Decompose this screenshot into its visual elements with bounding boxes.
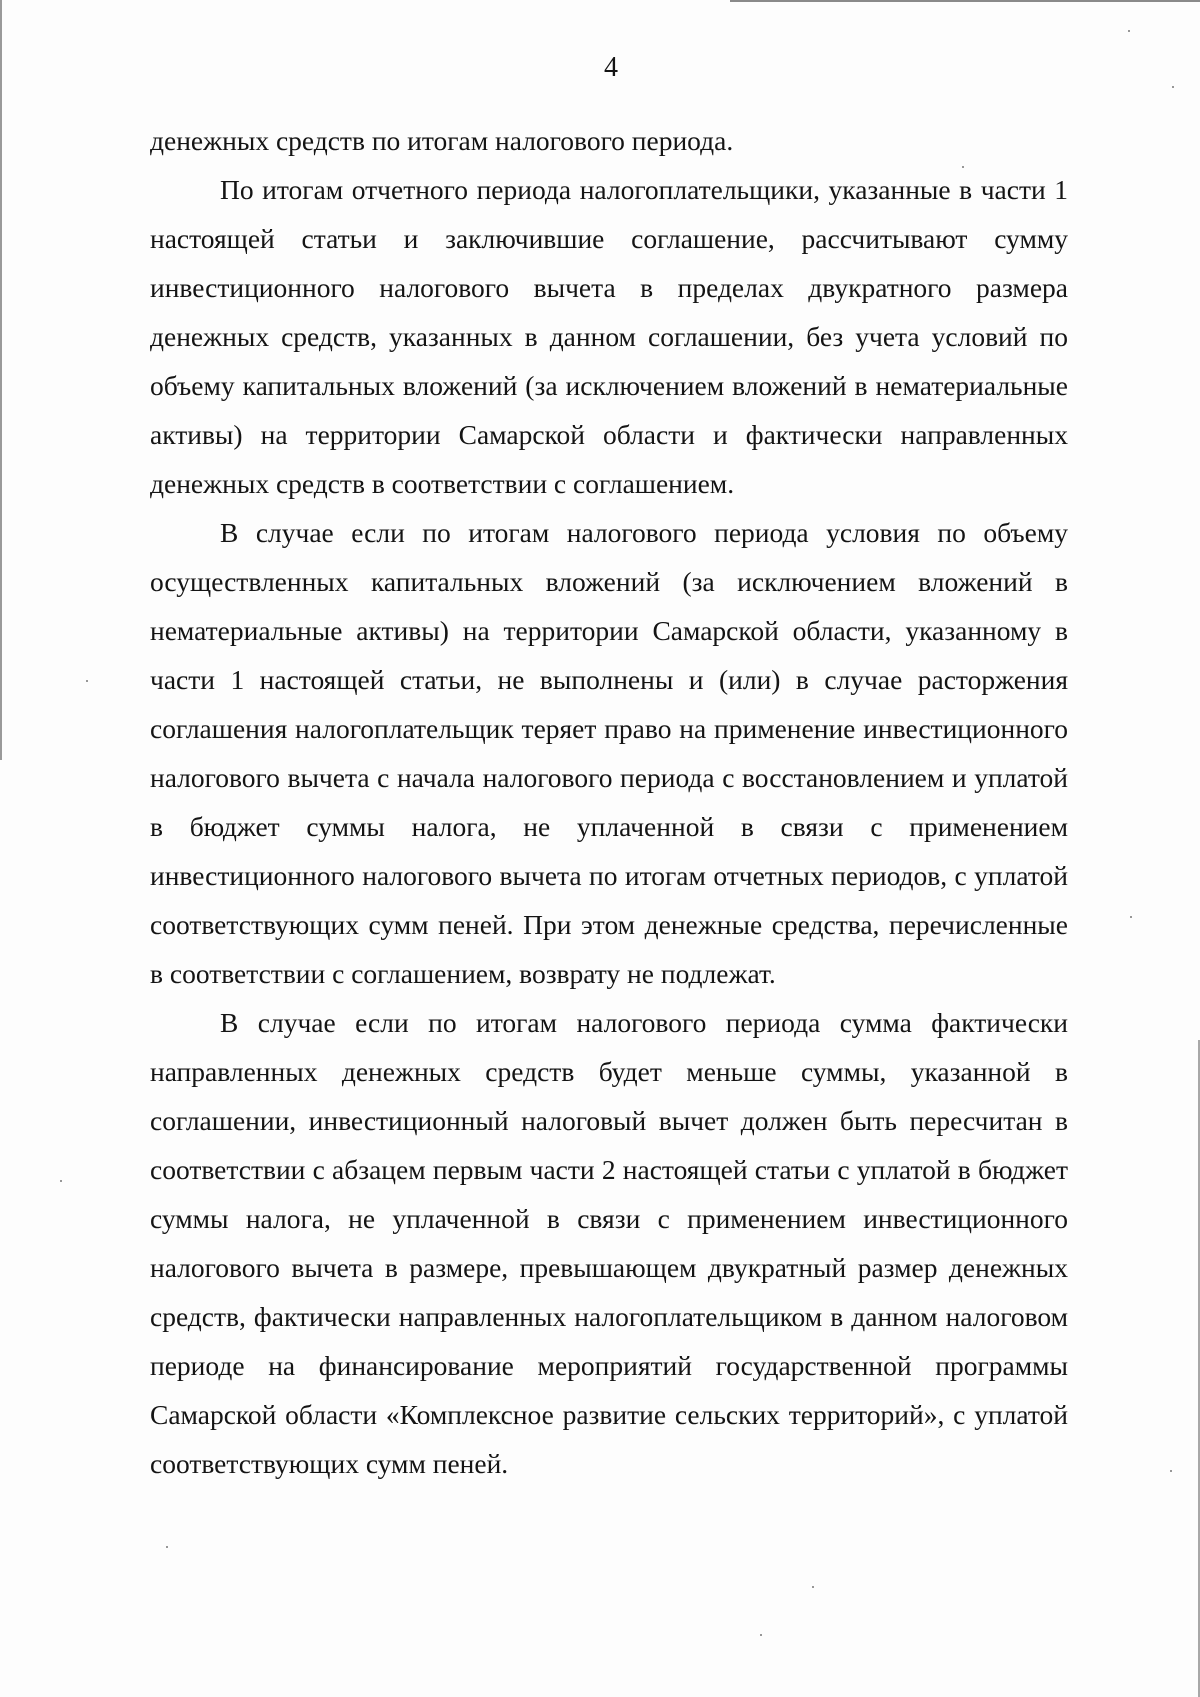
scan-speck	[1130, 916, 1132, 918]
scan-speck	[1170, 1470, 1172, 1472]
paragraph-reporting-period: По итогам отчетного периода налогоплательщики, указанные в части 1 настоящей статьи и заключившие соглашение, рассчитывают сумму инвестиционного налогового вычета в пределах двукратного размера денежных средств, указанных в данном соглашении, без учета условий по объему капитальных вложений (за исключением вложений в нематериальные активы) на территории Самарской области и фактически направленных денежных средств в соответствии с соглашением.	[150, 174, 1068, 499]
scan-edge-top	[730, 0, 1200, 2]
paragraph-conditions-not-met: В случае если по итогам налогового периода условия по объему осуществленных капитальных вложений (за исключением вложений в нематериальные активы) на территории Самарской области, указанному в части 1 настоящей статьи, не выполнены и (или) в случае расторжения соглашения налогоплательщик теряет право на применение инвестиционного налогового вычета с начала налогового периода с восстановлением и уплатой в бюджет суммы налога, не уплаченной в связи с применением инвестиционного налогового вычета по итогам отчетных периодов, с уплатой соответствующих сумм пеней. При этом денежные средства, перечисленные в соответствии с соглашением, возврату не подлежат.	[150, 517, 1068, 989]
scan-edge-left	[0, 0, 2, 760]
document-body	[150, 116, 1068, 1488]
scan-speck	[60, 1180, 62, 1182]
scan-speck	[1128, 30, 1130, 32]
page-number: 4	[604, 52, 618, 83]
paragraph-continuation: денежных средств по итогам налогового периода.	[150, 125, 734, 156]
scan-speck	[812, 1586, 814, 1588]
scan-speck	[166, 1546, 168, 1548]
scan-speck	[1172, 86, 1174, 88]
paragraph-recalculation: В случае если по итогам налогового периода сумма фактически направленных денежных средств будет меньше суммы, указанной в соглашении, инвестиционный налоговый вычет должен быть пересчитан в соответствии с абзацем первым части 2 настоящей статьи с уплатой в бюджет суммы налога, не уплаченной в связи с применением инвестиционного налогового вычета в размере, превышающем двукратный размер денежных средств, фактически направленных налогоплательщиком в данном налоговом периоде на финансирование мероприятий государственной программы Самарской области «Комплексное развитие сельских территорий», с уплатой соответствующих сумм пеней.	[150, 1007, 1068, 1479]
scan-speck	[962, 166, 964, 168]
scan-speck	[760, 1634, 762, 1636]
scan-speck	[86, 680, 88, 682]
